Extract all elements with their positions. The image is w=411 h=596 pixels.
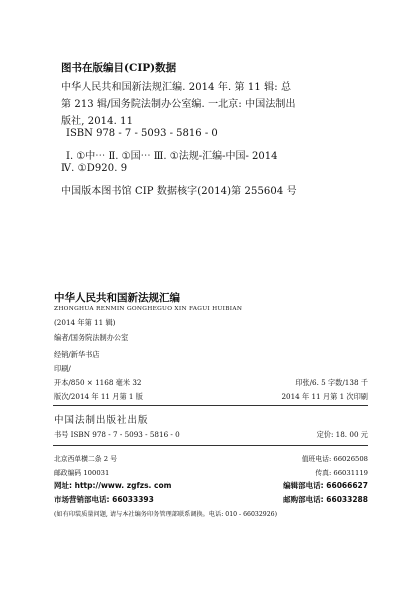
book-title-pinyin: ZHONGHUA RENMIN GONGHEGUO XIN FAGUI HUIBIAN <box>54 306 243 312</box>
publisher-isbn: 书号 ISBN 978 - 7 - 5093 - 5816 - 0 <box>54 430 180 439</box>
book-editor: 编者/国务院法制办公室 <box>54 333 129 342</box>
address: 北京西单横二条 2 号 <box>54 455 118 463</box>
mail-order-phone: 邮购部电话: 66033288 <box>283 495 368 504</box>
marketing-phone: 市场营销部电话: 66033393 <box>54 495 154 504</box>
cip-classification-1: Ⅰ. ①中⋯ Ⅱ. ①国⋯ Ⅲ. ①法规-汇编-中国- 2014 <box>66 151 278 162</box>
quality-note: (如有印装质量问题, 请与本社编务印务管理部联系调换。电话: 010 - 66032926) <box>54 511 278 518</box>
divider-top <box>53 405 368 406</box>
divider-middle <box>53 445 368 446</box>
cip-classification-2: Ⅳ. ①D920. 9 <box>61 163 128 174</box>
editorial-phone: 编辑部电话: 66066627 <box>283 481 368 490</box>
cip-title-line-2: 第 213 辑/国务院法制办公室编. 一北京: 中国法制出 <box>61 99 296 110</box>
postcode: 邮政编码 100031 <box>54 469 110 477</box>
cip-heading: 图书在版编目(CIP)数据 <box>61 62 177 74</box>
website: 网址: http://www. zgfzs. com <box>54 481 172 490</box>
edition: 版次/2014 年 11 月第 1 版 <box>54 392 143 401</box>
cip-record-number: 中国版本图书馆 CIP 数据核字(2014)第 255604 号 <box>61 186 297 197</box>
printing: 2014 年 11 月第 1 次印刷 <box>281 392 368 401</box>
book-volume: (2014 年第 11 辑) <box>54 318 116 327</box>
cip-title-line-1: 中华人民共和国新法规汇编. 2014 年. 第 11 辑: 总 <box>61 82 292 93</box>
book-format: 开本/850 × 1168 毫米 32 <box>54 378 142 387</box>
fax: 传真: 66031119 <box>315 469 368 477</box>
cip-title-line-3: 版社, 2014. 11 <box>61 116 134 127</box>
print-sheets: 印张/6. 5 字数/138 千 <box>295 378 368 387</box>
printer: 印刷/ <box>54 364 71 373</box>
duty-phone: 值班电话: 66026508 <box>301 455 368 463</box>
publisher-name: 中国法制出版社出版 <box>54 415 149 426</box>
distributor: 经销/新华书店 <box>54 350 100 359</box>
book-title: 中华人民共和国新法规汇编 <box>54 292 180 304</box>
cip-isbn: ISBN 978 - 7 - 5093 - 5816 - 0 <box>66 128 218 139</box>
price: 定价: 18. 00 元 <box>316 430 368 439</box>
